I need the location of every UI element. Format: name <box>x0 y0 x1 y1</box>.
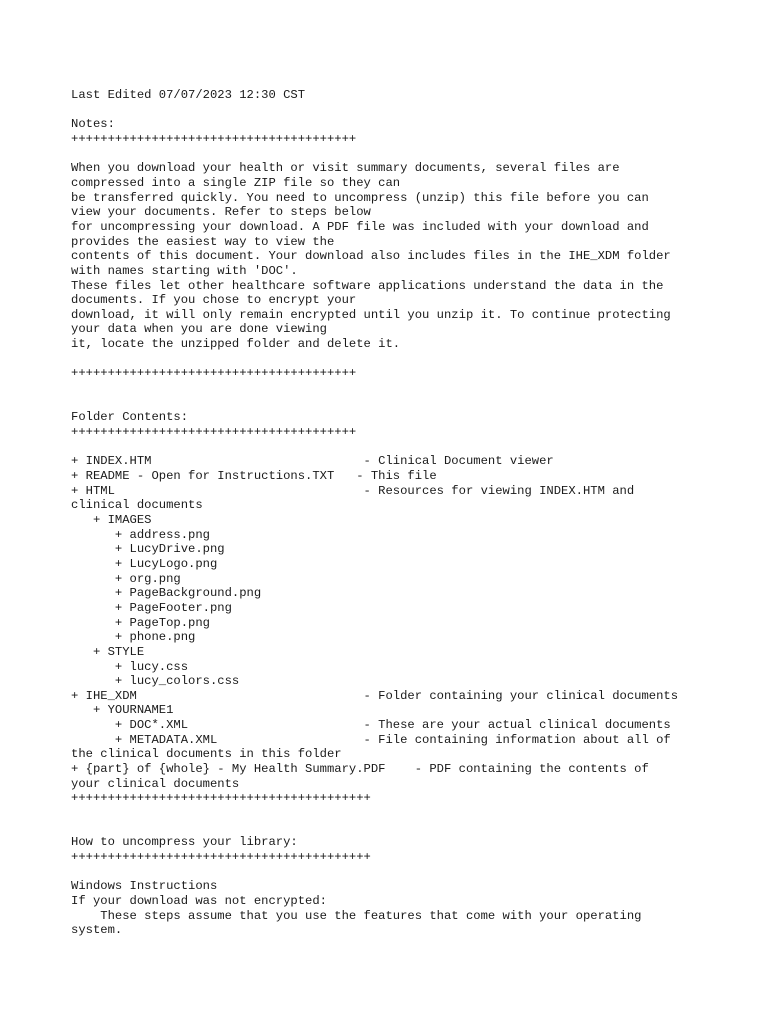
folder-item: + LucyDrive.png <box>71 542 225 557</box>
folder-item: + IMAGES <box>71 512 152 527</box>
folder-contents-heading: Folder Contents: <box>71 410 189 425</box>
folder-item: + STYLE <box>71 644 145 659</box>
folder-item: + lucy_colors.css <box>71 674 240 689</box>
folder-item: + INDEX.HTM - Clinical Document viewer <box>71 454 554 469</box>
uncompress-line: system. <box>71 923 123 938</box>
uncompress-line: These steps assume that you use the features that come with your operating <box>71 908 642 923</box>
folder-item: + lucy.css <box>71 659 189 674</box>
blank-line <box>71 865 751 880</box>
notes-line: When you download your health or visit summary documents, several files are <box>71 161 620 176</box>
folder-item: + phone.png <box>71 630 196 645</box>
notes-line: download, it will only remain encrypted until you unzip it. To continue protecting <box>71 307 671 322</box>
folder-item: + IHE_XDM - Folder containing your clinical documents <box>71 688 679 703</box>
folder-item: + org.png <box>71 571 181 586</box>
notes-line: compressed into a single ZIP file so they can <box>71 175 401 190</box>
blank-line <box>71 396 751 411</box>
folder-item: clinical documents <box>71 498 203 513</box>
folder-item: + PageTop.png <box>71 615 210 630</box>
folder-item: + METADATA.XML - File containing information about all of <box>71 732 671 747</box>
folder-item: + PageFooter.png <box>71 600 232 615</box>
notes-line: your data when you are done viewing <box>71 322 327 337</box>
notes-line: with names starting with 'DOC'. <box>71 263 298 278</box>
blank-line <box>71 352 751 367</box>
notes-rule-top: +++++++++++++++++++++++++++++++++++++++ <box>71 131 357 146</box>
readme-document <box>71 88 751 938</box>
blank-line <box>71 806 751 821</box>
notes-line: it, locate the unzipped folder and delete it. <box>71 337 401 352</box>
folder-item: + address.png <box>71 527 210 542</box>
blank-line <box>71 103 751 118</box>
blank-line <box>71 381 751 396</box>
notes-body <box>71 161 751 352</box>
not-encrypted-condition: If your download was not encrypted: <box>71 893 327 908</box>
windows-instructions-heading: Windows Instructions <box>71 879 218 894</box>
folder-contents-rule-top: +++++++++++++++++++++++++++++++++++++++ <box>71 425 357 440</box>
folder-item: + HTML - Resources for viewing INDEX.HTM and <box>71 483 635 498</box>
notes-line: view your documents. Refer to steps below <box>71 205 371 220</box>
folder-item: + YOURNAME1 <box>71 703 174 718</box>
blank-line <box>71 821 751 836</box>
notes-line: contents of this document. Your download also includes files in the IHE_XDM folder <box>71 249 671 264</box>
folder-item: + {part} of {whole} - My Health Summary.PDF - PDF containing the contents of <box>71 762 649 777</box>
notes-rule-bottom: +++++++++++++++++++++++++++++++++++++++ <box>71 366 357 381</box>
notes-line: provides the easiest way to view the <box>71 234 335 249</box>
notes-line: for uncompressing your download. A PDF file was included with your download and <box>71 219 649 234</box>
uncompress-heading: How to uncompress your library: <box>71 835 298 850</box>
last-edited-line: Last Edited 07/07/2023 12:30 CST <box>71 88 306 102</box>
folder-contents-rule-bottom: +++++++++++++++++++++++++++++++++++++++++ <box>71 791 371 806</box>
folder-item: + DOC*.XML - These are your actual clinical documents <box>71 718 671 733</box>
folder-item: + PageBackground.png <box>71 586 262 601</box>
uncompress-rule: +++++++++++++++++++++++++++++++++++++++++ <box>71 850 371 864</box>
folder-item: + LucyLogo.png <box>71 556 218 571</box>
folder-item: your clinical documents <box>71 776 240 791</box>
folder-tree <box>71 454 751 791</box>
folder-item: the clinical documents in this folder <box>71 747 342 762</box>
folder-item: + README - Open for Instructions.TXT - This file <box>71 468 437 483</box>
notes-heading: Notes: <box>71 117 115 132</box>
notes-line: be transferred quickly. You need to uncompress (unzip) this file before you can <box>71 190 649 205</box>
blank-line <box>71 440 751 455</box>
notes-line: documents. If you chose to encrypt your <box>71 293 357 308</box>
blank-line <box>71 147 751 162</box>
notes-line: These files let other healthcare software applications understand the data in the <box>71 278 664 293</box>
